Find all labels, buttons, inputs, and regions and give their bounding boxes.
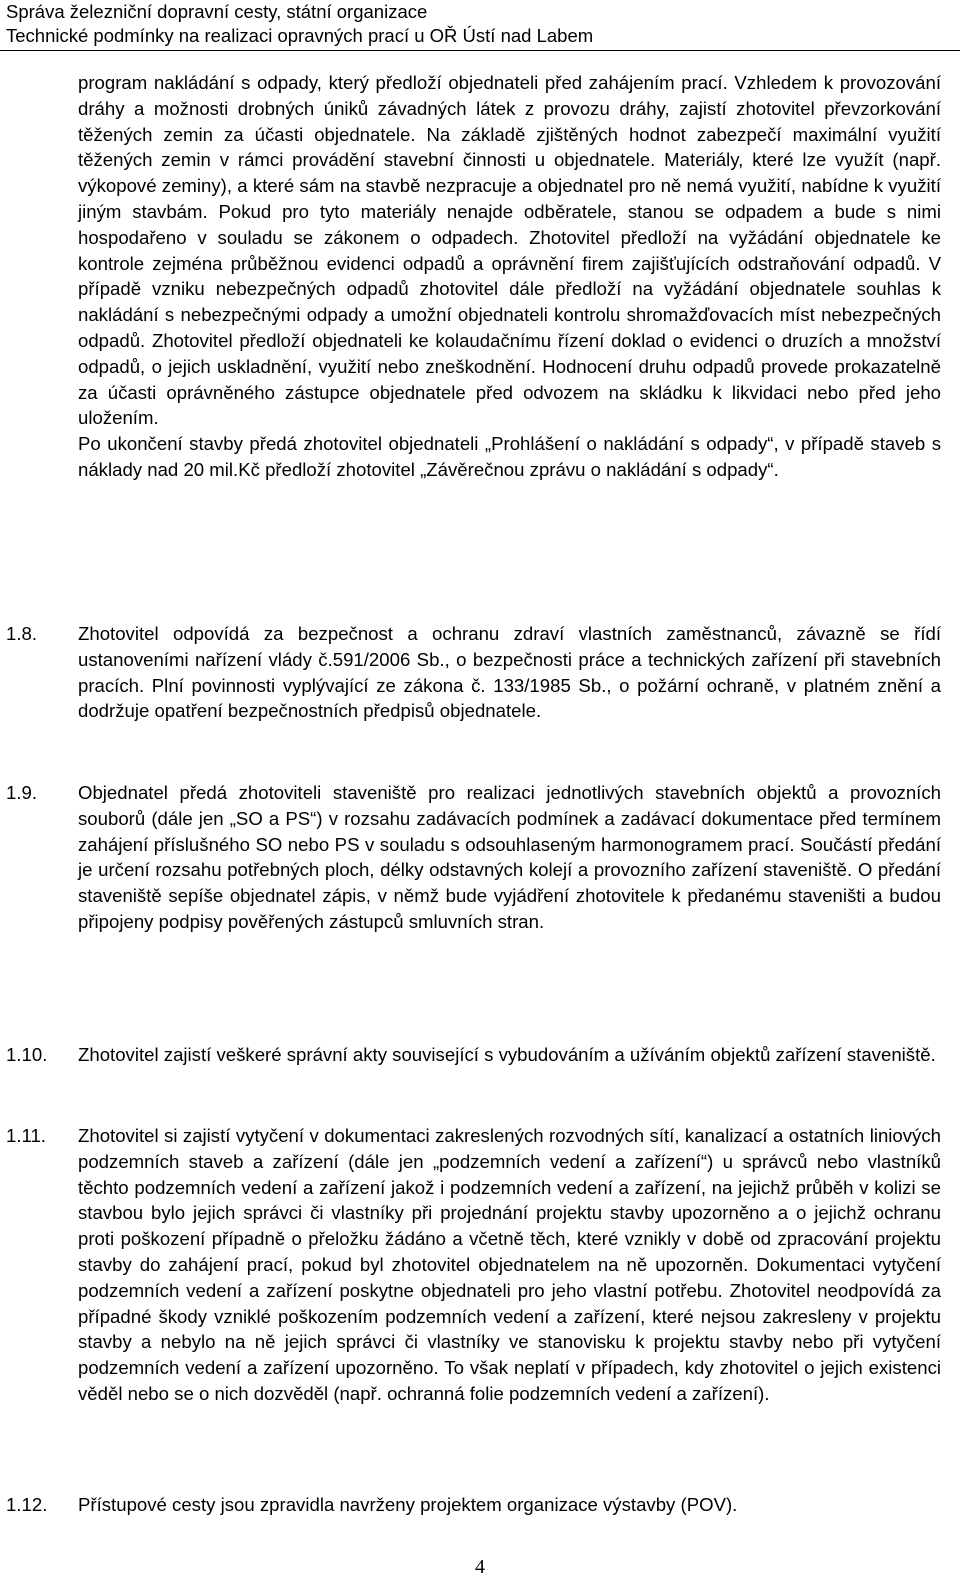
section-number: 1.8. bbox=[6, 623, 38, 644]
section-1-9 bbox=[6, 780, 941, 935]
section-text: Objednatel předá zhotoviteli staveniště pro realizaci jednotlivých stavebních objektů a provozních souborů (dále jen „SO a PS“) v rozsahu zadávacích podmínek a zadávací dokumentace před termínem zahájení příslušného SO nebo PS v souladu s odsouhlaseným harmonogramem prací. Součástí předání je určení rozsahu potřebných ploch, délky odstavných kolejí a provozního zařízení staveniště. O předání staveniště sepíše objednatel zápis, v němž bude vyjádření zhotovitele k předanému staveništi a budou připojeny podpisy pověřených zástupců smluvních stran. bbox=[78, 782, 941, 932]
section-number: 1.12. bbox=[6, 1494, 48, 1515]
section-1-8 bbox=[6, 621, 941, 724]
section-text: Zhotovitel si zajistí vytyčení v dokumentaci zakreslených rozvodných sítí, kanalizací a ostatních liniových podzemních staveb a zařízení (dále jen „podzemních vedení a zařízení“) u správců nebo vlastníků těchto podzemních vedení a zařízení jakož i podzemních vedení a zařízení, na jejichž průběh v kolizi se stavbou bylo jejich správci či vlastníky při projednání projektu stavby upozorněno a o jejichž ochranu proti poškození případně o přeložku žádáno a včetně těch, které vznikly v době od zpracování projektu stavby do zahájení prací, pokud byl zhotovitel objednatelem na ně upozorněn. Dokumentaci vytyčení podzemních vedení a zařízení poskytne objednateli pro jeho vlastní potřebu. Zhotovitel neodpovídá za případné škody vzniklé poškozením podzemních vedení a zařízení, které nejsou zakresleny v projektu stavby a nebylo na ně jejich správci či vlastníky ve stanovisku k projektu stavby nebo při vytyčení podzemních vedení a zařízení upozorněno. To však neplatí v případech, kdy zhotovitel o jejich existenci věděl nebo se o nich dozvěděl (např. ochranná folie podzemních vedení a zařízení). bbox=[78, 1125, 941, 1404]
section-1-10 bbox=[6, 1042, 941, 1068]
section-1-11 bbox=[6, 1123, 941, 1407]
intro-block bbox=[78, 70, 941, 483]
section-text: Přístupové cesty jsou zpravidla navrženy projektem organizace výstavby (POV). bbox=[78, 1494, 738, 1515]
page-number: 4 bbox=[475, 1556, 485, 1578]
header-document-title: Technické podmínky na realizaci opravných prací u OŘ Ústí nad Labem bbox=[6, 25, 594, 46]
section-text: Zhotovitel zajistí veškeré správní akty související s vybudováním a užíváním objektů zařízení staveniště. bbox=[78, 1044, 936, 1065]
section-1-12 bbox=[6, 1492, 941, 1518]
intro-paragraph-2: Po ukončení stavby předá zhotovitel objednateli „Prohlášení o nakládání s odpady“, v případě staveb s náklady nad 20 mil.Kč předloží zhotovitel „Závěrečnou zprávu o nakládání s odpady“. bbox=[78, 433, 941, 480]
header-organization: Správa železniční dopravní cesty, státní organizace bbox=[6, 1, 428, 22]
intro-paragraph-1: program nakládání s odpady, který předloží objednateli před zahájením prací. Vzhledem k provozování dráhy a možnosti drobných úniků závadných látek z provozu dráhy, zajistí zhotovitel převzorkování těžených zemin za účasti objednatele. Na základě zjištěných hodnot zabezpečí maximální využití těžených zemin v rámci provádění stavební činnosti u objednatele. Materiály, které lze využít (např. výkopové zeminy), a které sám na stavbě nezpracuje a objednatel pro ně nemá využití, nabídne k využití jiným stavbám. Pokud pro tyto materiály nenajde odběratele, stanou se odpadem a bude s nimi hospodařeno v souladu se zákonem o odpadech. Zhotovitel předloží na vyžádání objednatele ke kontrole zejména průběžnou evidenci odpadů a oprávnění firem zajišťujících odstraňování odpadů. V případě vzniku nebezpečných odpadů zhotovitel dále předloží na vyžádání objednatele souhlas k nakládání s nebezpečnými odpady a umožní objednateli kontrolu shromažďovacích míst nebezpečných odpadů. Zhotovitel předloží objednateli ke kolaudačnímu řízení doklad o evidenci o druzích a množství odpadů, o jejich uskladnění, využití nebo zneškodnění. Hodnocení druhu odpadů provede prokazatelně za účasti oprávněného zástupce objednatele před odvozem na skládku k likvidaci nebo před jeho uložením. bbox=[78, 72, 941, 429]
section-number: 1.9. bbox=[6, 782, 38, 803]
section-text: Zhotovitel odpovídá za bezpečnost a ochranu zdraví vlastních zaměstnanců, závazně se řídí ustanoveními nařízení vlády č.591/2006 Sb., o bezpečnosti práce a technických zařízení při stavebních pracích. Plní povinnosti vyplývající ze zákona č. 133/1985 Sb., o požární ochraně, v platném znění a dodržuje opatření bezpečnostních předpisů objednatele. bbox=[78, 623, 941, 722]
document-header bbox=[6, 0, 593, 48]
header-divider bbox=[0, 50, 960, 51]
section-number: 1.10. bbox=[6, 1044, 48, 1065]
section-number: 1.11. bbox=[6, 1125, 46, 1146]
